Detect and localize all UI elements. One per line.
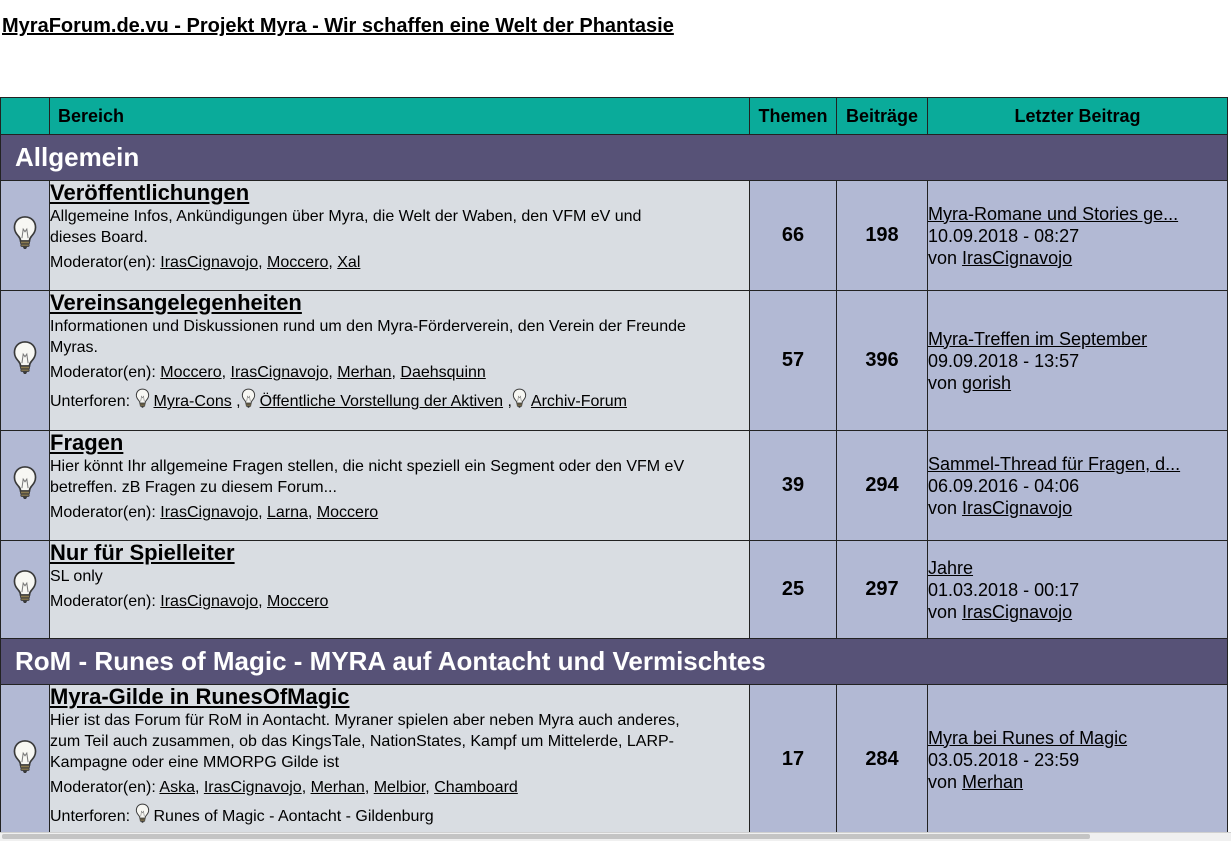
last-post-date: 09.09.2018 - 13:57 <box>928 350 1080 371</box>
moderator-link[interactable]: IrasCignavojo <box>203 779 302 796</box>
header-beitraege: Beiträge <box>837 98 928 135</box>
forum-link[interactable]: Myra-Gilde in RunesOfMagic <box>50 684 350 709</box>
moderator-link[interactable]: Daehsquinn <box>400 364 486 381</box>
last-post-date: 06.09.2016 - 04:06 <box>928 475 1080 496</box>
last-post-link[interactable]: Myra-Treffen im September <box>928 328 1148 349</box>
lightbulb-icon <box>135 803 150 830</box>
lightbulb-icon <box>135 388 150 415</box>
forum-status-cell <box>1 685 50 835</box>
forum-name <box>50 541 749 565</box>
last-post-date: 01.03.2018 - 00:17 <box>928 579 1080 600</box>
last-post-title <box>928 453 1227 475</box>
moderator-link[interactable]: IrasCignavojo <box>230 364 329 381</box>
forum-status-cell <box>1 541 50 639</box>
forum-info-cell <box>50 685 750 835</box>
forum-description-line: betreffen. zB Fragen zu diesem Forum... <box>50 479 337 496</box>
moderator-link[interactable]: Xal <box>337 254 361 271</box>
forum-moderators: Moderator(en): IrasCignavojo, Larna, Moccero <box>50 504 379 521</box>
last-post-date: 10.09.2018 - 08:27 <box>928 225 1080 246</box>
lightbulb-icon <box>12 488 38 505</box>
author-link[interactable]: Merhan <box>962 771 1024 792</box>
forum-name <box>50 291 749 315</box>
post-count: 297 <box>837 541 928 639</box>
forum-description-line: Hier ist das Forum für RoM in Aontacht. Myraner spielen aber neben Myra auch anderes, <box>50 712 680 729</box>
post-count: 396 <box>837 291 928 431</box>
moderator-link[interactable]: Moccero <box>316 504 379 521</box>
forum-moderators: Moderator(en): IrasCignavojo, Moccero, Xal <box>50 254 361 271</box>
last-post-date: 03.05.2018 - 23:59 <box>928 749 1080 770</box>
forum-name <box>50 685 749 709</box>
last-post-author <box>928 497 1227 519</box>
subforum-name: Runes of Magic - Aontacht - Gildenburg <box>153 808 434 825</box>
forum-status-cell <box>1 181 50 291</box>
author-link[interactable]: gorish <box>962 372 1012 393</box>
last-post-cell <box>928 431 1228 541</box>
moderator-link[interactable]: Larna <box>267 504 308 521</box>
lightbulb-icon <box>12 592 38 609</box>
moderator-link[interactable]: Moccero <box>160 364 222 381</box>
forum-subforums: Unterforen: Myra-Cons , Öffentliche Vorstellung der Aktiven , Archiv-Forum <box>50 388 749 415</box>
category-row <box>1 639 1228 685</box>
forum-row <box>1 541 1228 639</box>
forum-description-line: Myras. <box>50 339 98 356</box>
post-count: 294 <box>837 431 928 541</box>
forum-description <box>50 566 749 587</box>
post-count: 198 <box>837 181 928 291</box>
forum-link[interactable]: Veröffentlichungen <box>50 180 250 205</box>
subforum-item <box>135 393 232 410</box>
lightbulb-icon <box>241 388 256 415</box>
subforum-link[interactable]: Archiv-Forum <box>530 393 627 410</box>
last-post-title <box>928 203 1227 225</box>
lightbulb-icon <box>12 238 38 255</box>
last-post-author <box>928 372 1227 394</box>
last-post-link[interactable]: Jahre <box>928 557 974 578</box>
moderators-label: Moderator(en): <box>50 254 156 271</box>
moderator-link[interactable]: IrasCignavojo <box>160 254 259 271</box>
table-header <box>1 98 1228 135</box>
forum-row <box>1 181 1228 291</box>
forum-subforums <box>50 803 749 830</box>
forum-info-cell <box>50 181 750 291</box>
forum-status-cell <box>1 431 50 541</box>
forum-status-cell <box>1 291 50 431</box>
forum-row <box>1 685 1228 835</box>
moderator-link[interactable]: IrasCignavojo <box>160 593 259 610</box>
subforum-item <box>241 393 503 410</box>
category-title: Allgemein <box>1 135 1228 181</box>
header-last-post: Letzter Beitrag <box>928 98 1228 135</box>
lightbulb-icon <box>12 762 38 779</box>
subforum-link[interactable]: Myra-Cons <box>153 393 232 410</box>
forum-info-cell <box>50 431 750 541</box>
subforum-item <box>512 393 627 410</box>
author-link[interactable]: IrasCignavojo <box>962 601 1073 622</box>
author-link[interactable]: IrasCignavojo <box>962 497 1073 518</box>
by-label: von <box>928 497 958 518</box>
lightbulb-icon <box>12 363 38 380</box>
last-post-author <box>928 771 1227 793</box>
forum-table <box>0 97 1228 835</box>
last-post-cell <box>928 291 1228 431</box>
moderators-label: Moderator(en): <box>50 593 156 610</box>
last-post-title <box>928 328 1227 350</box>
last-post-cell <box>928 685 1228 835</box>
topic-count: 39 <box>750 431 837 541</box>
forum-link[interactable]: Vereinsangelegenheiten <box>50 290 302 315</box>
site-title-link[interactable]: MyraForum.de.vu - Projekt Myra - Wir schaffen eine Welt der Phantasie <box>2 15 674 37</box>
by-label: von <box>928 372 958 393</box>
header-area: Bereich <box>50 98 750 135</box>
moderator-link[interactable]: Moccero <box>267 593 329 610</box>
forum-description <box>50 710 749 773</box>
site-title[interactable] <box>2 15 674 38</box>
forum-info-cell <box>50 291 750 431</box>
moderators-label: Moderator(en): <box>50 504 156 521</box>
forum-description-line: dieses Board. <box>50 229 148 246</box>
forum-moderators: Moderator(en): IrasCignavojo, Moccero <box>50 593 329 610</box>
last-post-link[interactable]: Myra bei Runes of Magic <box>928 727 1128 748</box>
forum-moderators: Moderator(en): Moccero, IrasCignavojo, Merhan, Daehsquinn <box>50 364 486 381</box>
moderators-label: Moderator(en): <box>50 364 156 381</box>
forum-description <box>50 206 749 248</box>
moderator-link[interactable]: Aska <box>159 779 195 796</box>
subforum-item <box>135 808 434 825</box>
subforum-link[interactable]: Öffentliche Vorstellung der Aktiven <box>259 393 504 410</box>
forum-description-line: zum Teil auch zusammen, ob das KingsTale, NationStates, Kampf um Mittelerde, LARP- <box>50 733 674 750</box>
topic-count: 57 <box>750 291 837 431</box>
by-label: von <box>928 601 958 622</box>
moderator-link[interactable]: Merhan <box>310 779 365 796</box>
forum-description <box>50 456 749 498</box>
forum-description-line: Kampagne oder eine MMORPG Gilde ist <box>50 754 340 771</box>
moderators-label: Moderator(en): <box>50 779 156 796</box>
by-label: von <box>928 247 958 268</box>
last-post-cell <box>928 541 1228 639</box>
topic-count: 17 <box>750 685 837 835</box>
forum-info-cell <box>50 541 750 639</box>
forum-row <box>1 431 1228 541</box>
moderator-link[interactable]: IrasCignavojo <box>160 504 259 521</box>
topic-count: 25 <box>750 541 837 639</box>
moderator-link[interactable]: Melbior <box>373 779 426 796</box>
forum-description-line: Informationen und Diskussionen rund um den Myra-Förderverein, den Verein der Freunde <box>50 318 686 335</box>
moderator-link[interactable]: Chamboard <box>434 779 518 796</box>
last-post-title <box>928 727 1227 749</box>
post-count: 284 <box>837 685 928 835</box>
forum-description-line: Allgemeine Infos, Ankündigungen über Myra, die Welt der Waben, den VFM eV und <box>50 208 642 225</box>
subforums-label: Unterforen: <box>50 808 131 825</box>
forum-body <box>1 135 1228 835</box>
category-title: RoM - Runes of Magic - MYRA auf Aontacht und Vermischtes <box>1 639 1228 685</box>
author-link[interactable]: IrasCignavojo <box>962 247 1073 268</box>
moderator-link[interactable]: Merhan <box>337 364 392 381</box>
last-post-link[interactable]: Sammel-Thread für Fragen, d... <box>928 453 1181 474</box>
subforums-label: Unterforen: <box>50 393 131 410</box>
forum-description-line: Hier könnt Ihr allgemeine Fragen stellen, die nicht speziell ein Segment oder den VFM eV <box>50 458 685 475</box>
last-post-link[interactable]: Myra-Romane und Stories ge... <box>928 203 1179 224</box>
moderator-link[interactable]: Moccero <box>267 254 329 271</box>
forum-moderators: Moderator(en): Aska, IrasCignavojo, Merhan, Melbior, Chamboard <box>50 779 518 796</box>
forum-link[interactable]: Fragen <box>50 430 124 455</box>
last-post-title <box>928 557 1227 579</box>
forum-name <box>50 431 749 455</box>
lightbulb-icon <box>512 388 527 415</box>
forum-row <box>1 291 1228 431</box>
last-post-author <box>928 247 1227 269</box>
by-label: von <box>928 771 958 792</box>
forum-name <box>50 181 749 205</box>
forum-description <box>50 316 749 358</box>
last-post-cell <box>928 181 1228 291</box>
header-themen: Themen <box>750 98 837 135</box>
forum-link[interactable]: Nur für Spielleiter <box>50 540 235 565</box>
category-row <box>1 135 1228 181</box>
forum-description-line: SL only <box>50 568 103 585</box>
last-post-author <box>928 601 1227 623</box>
topic-count: 66 <box>750 181 837 291</box>
header-icon-column <box>1 98 50 135</box>
horizontal-scrollbar-thumb[interactable] <box>2 834 1090 839</box>
forum-table-wrapper <box>0 97 1227 835</box>
